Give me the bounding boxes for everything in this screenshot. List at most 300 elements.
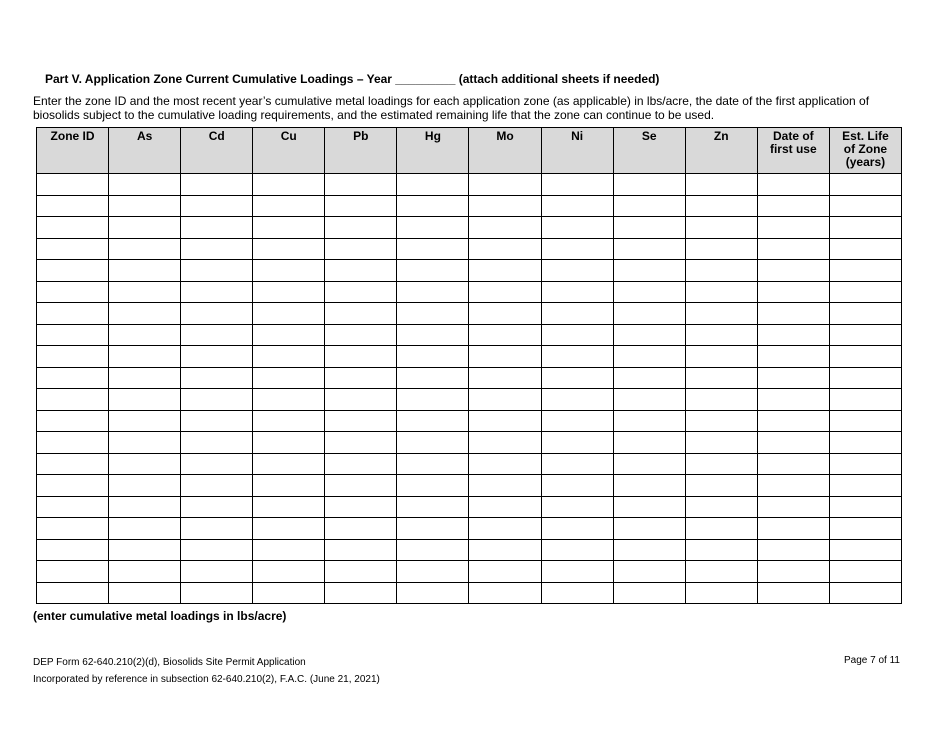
cell-input[interactable] (37, 411, 108, 432)
cell-input[interactable] (469, 561, 540, 582)
cell-input[interactable] (614, 454, 685, 475)
cell-input[interactable] (758, 260, 829, 281)
cell-input[interactable] (758, 282, 829, 303)
cell-input[interactable] (253, 561, 324, 582)
cell-input[interactable] (37, 454, 108, 475)
table-cell (109, 367, 181, 389)
cell-input[interactable] (325, 583, 396, 604)
cell-input[interactable] (253, 454, 324, 475)
cell-input[interactable] (469, 583, 540, 604)
cell-input[interactable] (37, 239, 108, 260)
cell-input[interactable] (37, 432, 108, 453)
table-cell (613, 432, 685, 454)
cell-input[interactable] (686, 454, 757, 475)
cell-input[interactable] (758, 475, 829, 496)
cell-input[interactable] (686, 217, 757, 238)
cell-input[interactable] (758, 196, 829, 217)
cell-input[interactable] (325, 389, 396, 410)
cell-input[interactable] (830, 518, 901, 539)
cell-input[interactable] (830, 368, 901, 389)
cell-input[interactable] (686, 540, 757, 561)
cell-input[interactable] (253, 282, 324, 303)
table-cell (253, 367, 325, 389)
cell-input[interactable] (397, 282, 468, 303)
cell-input[interactable] (109, 217, 180, 238)
cell-input[interactable] (109, 174, 180, 195)
cell-input[interactable] (109, 196, 180, 217)
table-cell (109, 496, 181, 518)
cell-input[interactable] (830, 475, 901, 496)
cell-input[interactable] (181, 368, 252, 389)
cell-input[interactable] (614, 325, 685, 346)
cell-input[interactable] (614, 497, 685, 518)
table-cell (541, 432, 613, 454)
table-cell (325, 432, 397, 454)
cell-input[interactable] (614, 583, 685, 604)
cell-input[interactable] (181, 475, 252, 496)
table-cell (325, 238, 397, 260)
cell-input[interactable] (830, 454, 901, 475)
cell-input[interactable] (686, 432, 757, 453)
table-row (37, 238, 902, 260)
cell-input[interactable] (830, 389, 901, 410)
cell-input[interactable] (325, 346, 396, 367)
cell-input[interactable] (37, 303, 108, 324)
table-cell (181, 389, 253, 411)
cell-input[interactable] (253, 368, 324, 389)
cell-input[interactable] (325, 196, 396, 217)
cell-input[interactable] (614, 196, 685, 217)
cell-input[interactable] (109, 540, 180, 561)
cell-input[interactable] (253, 540, 324, 561)
cell-input[interactable] (109, 389, 180, 410)
cell-input[interactable] (37, 174, 108, 195)
cell-input[interactable] (37, 346, 108, 367)
cell-input[interactable] (686, 518, 757, 539)
cell-input[interactable] (181, 540, 252, 561)
cell-input[interactable] (397, 561, 468, 582)
cell-input[interactable] (542, 303, 613, 324)
cell-input[interactable] (397, 174, 468, 195)
cell-input[interactable] (758, 325, 829, 346)
cell-input[interactable] (469, 368, 540, 389)
cell-input[interactable] (325, 303, 396, 324)
cell-input[interactable] (614, 303, 685, 324)
table-cell (829, 496, 901, 518)
table-cell (541, 324, 613, 346)
cell-input[interactable] (830, 282, 901, 303)
cell-input[interactable] (542, 346, 613, 367)
cell-input[interactable] (542, 561, 613, 582)
cell-input[interactable] (109, 432, 180, 453)
column-header: Se (613, 128, 685, 174)
cell-input[interactable] (181, 260, 252, 281)
cell-input[interactable] (542, 260, 613, 281)
cell-input[interactable] (253, 432, 324, 453)
cell-input[interactable] (686, 368, 757, 389)
cell-input[interactable] (758, 518, 829, 539)
cell-input[interactable] (37, 325, 108, 346)
cell-input[interactable] (542, 389, 613, 410)
cell-input[interactable] (181, 217, 252, 238)
cell-input[interactable] (109, 497, 180, 518)
cell-input[interactable] (686, 497, 757, 518)
cell-input[interactable] (758, 497, 829, 518)
cell-input[interactable] (109, 561, 180, 582)
cell-input[interactable] (181, 196, 252, 217)
table-cell (37, 367, 109, 389)
cell-input[interactable] (542, 174, 613, 195)
cell-input[interactable] (614, 518, 685, 539)
cell-input[interactable] (109, 583, 180, 604)
cell-input[interactable] (830, 497, 901, 518)
cell-input[interactable] (542, 518, 613, 539)
table-cell (325, 303, 397, 325)
cell-input[interactable] (614, 411, 685, 432)
cell-input[interactable] (758, 346, 829, 367)
cell-input[interactable] (181, 303, 252, 324)
cell-input[interactable] (181, 518, 252, 539)
table-cell (541, 475, 613, 497)
table-cell (613, 260, 685, 282)
table-cell (253, 195, 325, 217)
cell-input[interactable] (614, 260, 685, 281)
table-cell (469, 475, 541, 497)
cell-input[interactable] (469, 282, 540, 303)
cell-input[interactable] (758, 174, 829, 195)
table-row (37, 367, 902, 389)
cell-input[interactable] (253, 475, 324, 496)
cell-input[interactable] (37, 389, 108, 410)
cell-input[interactable] (109, 346, 180, 367)
cell-input[interactable] (325, 174, 396, 195)
table-cell (541, 561, 613, 583)
table-cell (685, 303, 757, 325)
cell-input[interactable] (614, 475, 685, 496)
cell-input[interactable] (469, 217, 540, 238)
table-cell (829, 453, 901, 475)
table-cell (397, 518, 469, 540)
cell-input[interactable] (181, 174, 252, 195)
cell-input[interactable] (325, 239, 396, 260)
cell-input[interactable] (397, 217, 468, 238)
cell-input[interactable] (109, 368, 180, 389)
cell-input[interactable] (397, 518, 468, 539)
cell-input[interactable] (397, 583, 468, 604)
table-cell (469, 518, 541, 540)
table-cell (37, 346, 109, 368)
cell-input[interactable] (830, 346, 901, 367)
cell-input[interactable] (181, 583, 252, 604)
cell-input[interactable] (686, 389, 757, 410)
cell-input[interactable] (397, 303, 468, 324)
cell-input[interactable] (830, 239, 901, 260)
cell-input[interactable] (686, 325, 757, 346)
cell-input[interactable] (542, 454, 613, 475)
cell-input[interactable] (37, 583, 108, 604)
cell-input[interactable] (830, 432, 901, 453)
cell-input[interactable] (325, 454, 396, 475)
cell-input[interactable] (253, 411, 324, 432)
cell-input[interactable] (325, 497, 396, 518)
cell-input[interactable] (469, 196, 540, 217)
cell-input[interactable] (181, 282, 252, 303)
table-cell (757, 303, 829, 325)
cell-input[interactable] (37, 368, 108, 389)
cell-input[interactable] (181, 325, 252, 346)
cell-input[interactable] (109, 325, 180, 346)
cell-input[interactable] (181, 239, 252, 260)
table-cell (613, 303, 685, 325)
cell-input[interactable] (469, 454, 540, 475)
cell-input[interactable] (542, 475, 613, 496)
cell-input[interactable] (469, 389, 540, 410)
table-cell (541, 217, 613, 239)
cell-input[interactable] (614, 368, 685, 389)
table-cell (37, 303, 109, 325)
cell-input[interactable] (397, 454, 468, 475)
cell-input[interactable] (542, 432, 613, 453)
table-cell (829, 410, 901, 432)
cell-input[interactable] (758, 432, 829, 453)
cell-input[interactable] (614, 282, 685, 303)
cell-input[interactable] (686, 282, 757, 303)
cell-input[interactable] (830, 411, 901, 432)
cell-input[interactable] (397, 540, 468, 561)
cell-input[interactable] (614, 432, 685, 453)
table-cell (541, 303, 613, 325)
table-cell (757, 238, 829, 260)
cell-input[interactable] (686, 174, 757, 195)
cell-input[interactable] (181, 432, 252, 453)
cell-input[interactable] (469, 432, 540, 453)
cell-input[interactable] (542, 368, 613, 389)
cell-input[interactable] (758, 454, 829, 475)
cell-input[interactable] (397, 368, 468, 389)
cell-input[interactable] (325, 518, 396, 539)
cell-input[interactable] (325, 540, 396, 561)
cell-input[interactable] (109, 411, 180, 432)
cell-input[interactable] (253, 174, 324, 195)
cell-input[interactable] (253, 497, 324, 518)
cell-input[interactable] (109, 239, 180, 260)
cell-input[interactable] (37, 196, 108, 217)
cell-input[interactable] (830, 260, 901, 281)
cell-input[interactable] (397, 260, 468, 281)
cell-input[interactable] (758, 540, 829, 561)
cell-input[interactable] (469, 475, 540, 496)
cell-input[interactable] (253, 389, 324, 410)
cell-input[interactable] (542, 540, 613, 561)
cell-input[interactable] (181, 561, 252, 582)
table-cell (325, 367, 397, 389)
cell-input[interactable] (37, 540, 108, 561)
cell-input[interactable] (109, 282, 180, 303)
cell-input[interactable] (397, 346, 468, 367)
cell-input[interactable] (109, 260, 180, 281)
cell-input[interactable] (397, 411, 468, 432)
cell-input[interactable] (397, 432, 468, 453)
cell-input[interactable] (469, 518, 540, 539)
cell-input[interactable] (181, 346, 252, 367)
page-number: Page 7 of 11 (844, 655, 900, 666)
cell-input[interactable] (325, 368, 396, 389)
cell-input[interactable] (542, 325, 613, 346)
cell-input[interactable] (469, 497, 540, 518)
cell-input[interactable] (325, 411, 396, 432)
cell-input[interactable] (830, 583, 901, 604)
table-cell (325, 496, 397, 518)
cell-input[interactable] (686, 411, 757, 432)
table-cell (109, 217, 181, 239)
table-row (37, 217, 902, 239)
cell-input[interactable] (397, 325, 468, 346)
cell-input[interactable] (758, 303, 829, 324)
cell-input[interactable] (253, 239, 324, 260)
cell-input[interactable] (830, 325, 901, 346)
cell-input[interactable] (469, 239, 540, 260)
cell-input[interactable] (469, 540, 540, 561)
cell-input[interactable] (181, 411, 252, 432)
column-header: Pb (325, 128, 397, 174)
cell-input[interactable] (253, 303, 324, 324)
table-row (37, 539, 902, 561)
table-cell (109, 453, 181, 475)
cell-input[interactable] (325, 325, 396, 346)
cell-input[interactable] (758, 411, 829, 432)
cell-input[interactable] (830, 303, 901, 324)
cell-input[interactable] (542, 217, 613, 238)
cell-input[interactable] (37, 518, 108, 539)
cell-input[interactable] (109, 303, 180, 324)
column-header: Zn (685, 128, 757, 174)
table-cell (613, 217, 685, 239)
table-row (37, 303, 902, 325)
table-row (37, 346, 902, 368)
cell-input[interactable] (614, 217, 685, 238)
cell-input[interactable] (542, 583, 613, 604)
cell-input[interactable] (253, 196, 324, 217)
cell-input[interactable] (37, 561, 108, 582)
cell-input[interactable] (830, 540, 901, 561)
cell-input[interactable] (469, 346, 540, 367)
cell-input[interactable] (614, 540, 685, 561)
table-cell (181, 561, 253, 583)
cell-input[interactable] (253, 583, 324, 604)
cell-input[interactable] (397, 497, 468, 518)
cell-input[interactable] (397, 196, 468, 217)
cell-input[interactable] (253, 260, 324, 281)
cell-input[interactable] (542, 411, 613, 432)
cell-input[interactable] (181, 389, 252, 410)
cell-input[interactable] (686, 583, 757, 604)
cell-input[interactable] (37, 282, 108, 303)
cell-input[interactable] (614, 389, 685, 410)
cell-input[interactable] (469, 303, 540, 324)
cell-input[interactable] (397, 239, 468, 260)
table-cell (613, 539, 685, 561)
cell-input[interactable] (397, 475, 468, 496)
table-cell (253, 260, 325, 282)
table-cell (469, 324, 541, 346)
table-cell (829, 518, 901, 540)
table-cell (541, 496, 613, 518)
cell-input[interactable] (614, 346, 685, 367)
cell-input[interactable] (253, 325, 324, 346)
cell-input[interactable] (469, 411, 540, 432)
cell-input[interactable] (758, 583, 829, 604)
cell-input[interactable] (109, 454, 180, 475)
table-cell (757, 475, 829, 497)
cell-input[interactable] (253, 518, 324, 539)
table-cell (109, 346, 181, 368)
cell-input[interactable] (37, 497, 108, 518)
table-cell (253, 582, 325, 604)
cell-input[interactable] (830, 217, 901, 238)
table-cell (613, 367, 685, 389)
cell-input[interactable] (325, 282, 396, 303)
cell-input[interactable] (686, 303, 757, 324)
cell-input[interactable] (758, 239, 829, 260)
cell-input[interactable] (686, 196, 757, 217)
cell-input[interactable] (758, 368, 829, 389)
cell-input[interactable] (686, 561, 757, 582)
cell-input[interactable] (325, 217, 396, 238)
cell-input[interactable] (758, 217, 829, 238)
cell-input[interactable] (542, 196, 613, 217)
cell-input[interactable] (325, 432, 396, 453)
cell-input[interactable] (830, 174, 901, 195)
cell-input[interactable] (181, 497, 252, 518)
cell-input[interactable] (181, 454, 252, 475)
cell-input[interactable] (109, 475, 180, 496)
cell-input[interactable] (397, 389, 468, 410)
cell-input[interactable] (37, 217, 108, 238)
cell-input[interactable] (109, 518, 180, 539)
cell-input[interactable] (469, 260, 540, 281)
cell-input[interactable] (686, 239, 757, 260)
cell-input[interactable] (253, 346, 324, 367)
cell-input[interactable] (758, 389, 829, 410)
cell-input[interactable] (253, 217, 324, 238)
cell-input[interactable] (686, 260, 757, 281)
table-cell (685, 561, 757, 583)
table-cell (397, 174, 469, 196)
cell-input[interactable] (542, 282, 613, 303)
table-cell (469, 410, 541, 432)
cell-input[interactable] (469, 325, 540, 346)
cell-input[interactable] (614, 239, 685, 260)
cell-input[interactable] (37, 260, 108, 281)
column-header: Est. Life of Zone (years) (829, 128, 901, 174)
cell-input[interactable] (37, 475, 108, 496)
cell-input[interactable] (325, 475, 396, 496)
cell-input[interactable] (830, 561, 901, 582)
cell-input[interactable] (469, 174, 540, 195)
cell-input[interactable] (325, 561, 396, 582)
cell-input[interactable] (542, 497, 613, 518)
cell-input[interactable] (325, 260, 396, 281)
cell-input[interactable] (614, 561, 685, 582)
cell-input[interactable] (686, 475, 757, 496)
table-cell (829, 174, 901, 196)
cell-input[interactable] (614, 174, 685, 195)
table-cell (109, 582, 181, 604)
cell-input[interactable] (686, 346, 757, 367)
cell-input[interactable] (542, 239, 613, 260)
cell-input[interactable] (830, 196, 901, 217)
cell-input[interactable] (758, 561, 829, 582)
